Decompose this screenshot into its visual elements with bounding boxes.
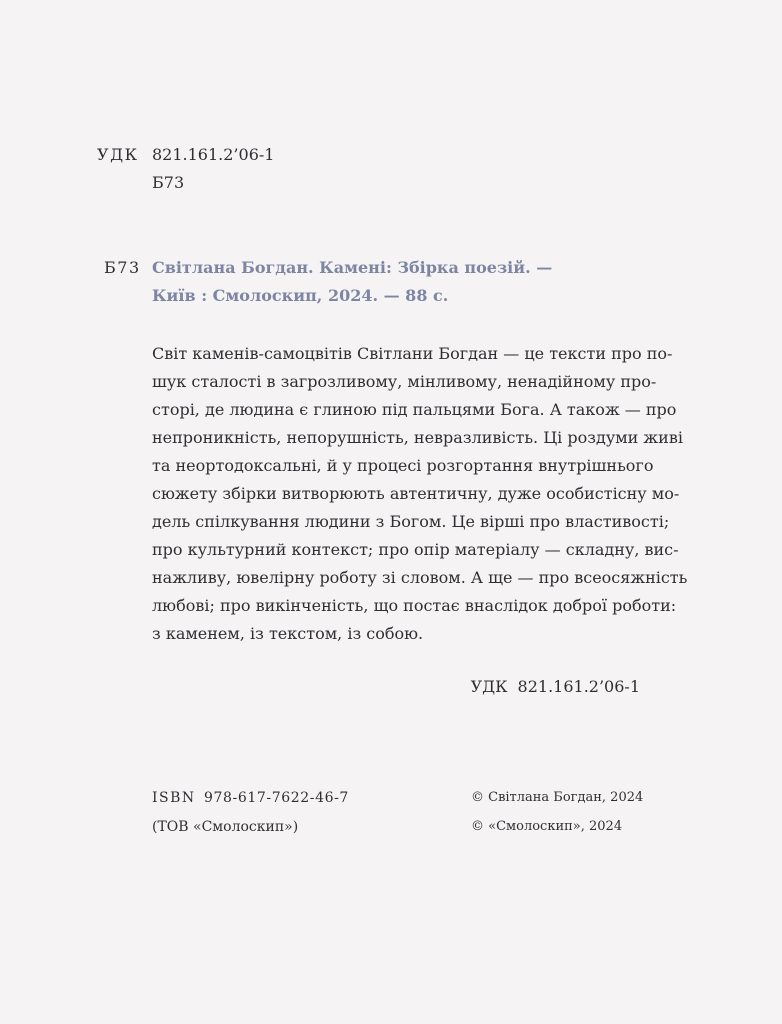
copyright-author: © Світлана Богдан, 2024 — [471, 790, 644, 805]
bottom-udk-label: УДК — [470, 677, 508, 696]
abstract-line: сюжету збірки витворюють автентичну, дуже особистісну мо- — [152, 484, 680, 503]
author-code: Б73 — [152, 173, 185, 192]
udk-label: УДК — [97, 145, 139, 164]
abstract-line: та неортодоксальні, й у процесі розгортання внутрішнього — [152, 456, 654, 475]
abstract-line: Світ каменів-самоцвітів Світлани Богдан — це тексти про по- — [152, 344, 673, 363]
bibliographic-title-line: Світлана Богдан. Камені: Збірка поезій. — — [152, 258, 553, 277]
abstract-line: про культурний контекст; про опір матеріалу — складну, вис- — [152, 540, 679, 559]
abstract-line: нажливу, ювелірну роботу зі словом. А ще — про всеосяжність — [152, 568, 688, 587]
publisher-note: (ТОВ «Смолоскип») — [152, 819, 299, 835]
abstract-line: сторі, де людина є глиною під пальцями Бога. А також — про — [152, 400, 677, 419]
abstract-paragraph — [152, 340, 688, 648]
isbn-number: 978-617-7622-46-7 — [204, 790, 349, 806]
copyright-publisher: © «Смолоскип», 2024 — [471, 819, 623, 834]
abstract-line: любові; про викінченість, що постає внаслідок доброї роботи: — [152, 596, 677, 615]
abstract-line: дель спілкування людини з Богом. Це вірші про властивості; — [152, 512, 670, 531]
bibliographic-imprint-line: Київ : Смолоскип, 2024. — 88 с. — [152, 286, 449, 305]
isbn-label: ISBN — [152, 790, 196, 806]
bottom-udk — [471, 677, 640, 696]
bibliographic-author-code: Б73 — [104, 258, 141, 277]
bottom-udk-code: 821.161.2’06-1 — [517, 677, 640, 696]
abstract-line: шук сталості в загрозливому, мінливому, ненадійному про- — [152, 372, 657, 391]
abstract-line: непроникність, непорушність, невразливість. Ці роздуми живі — [152, 428, 683, 447]
udk-code: 821.161.2’06-1 — [152, 145, 275, 164]
abstract-line: з каменем, із текстом, із собою. — [152, 624, 424, 643]
